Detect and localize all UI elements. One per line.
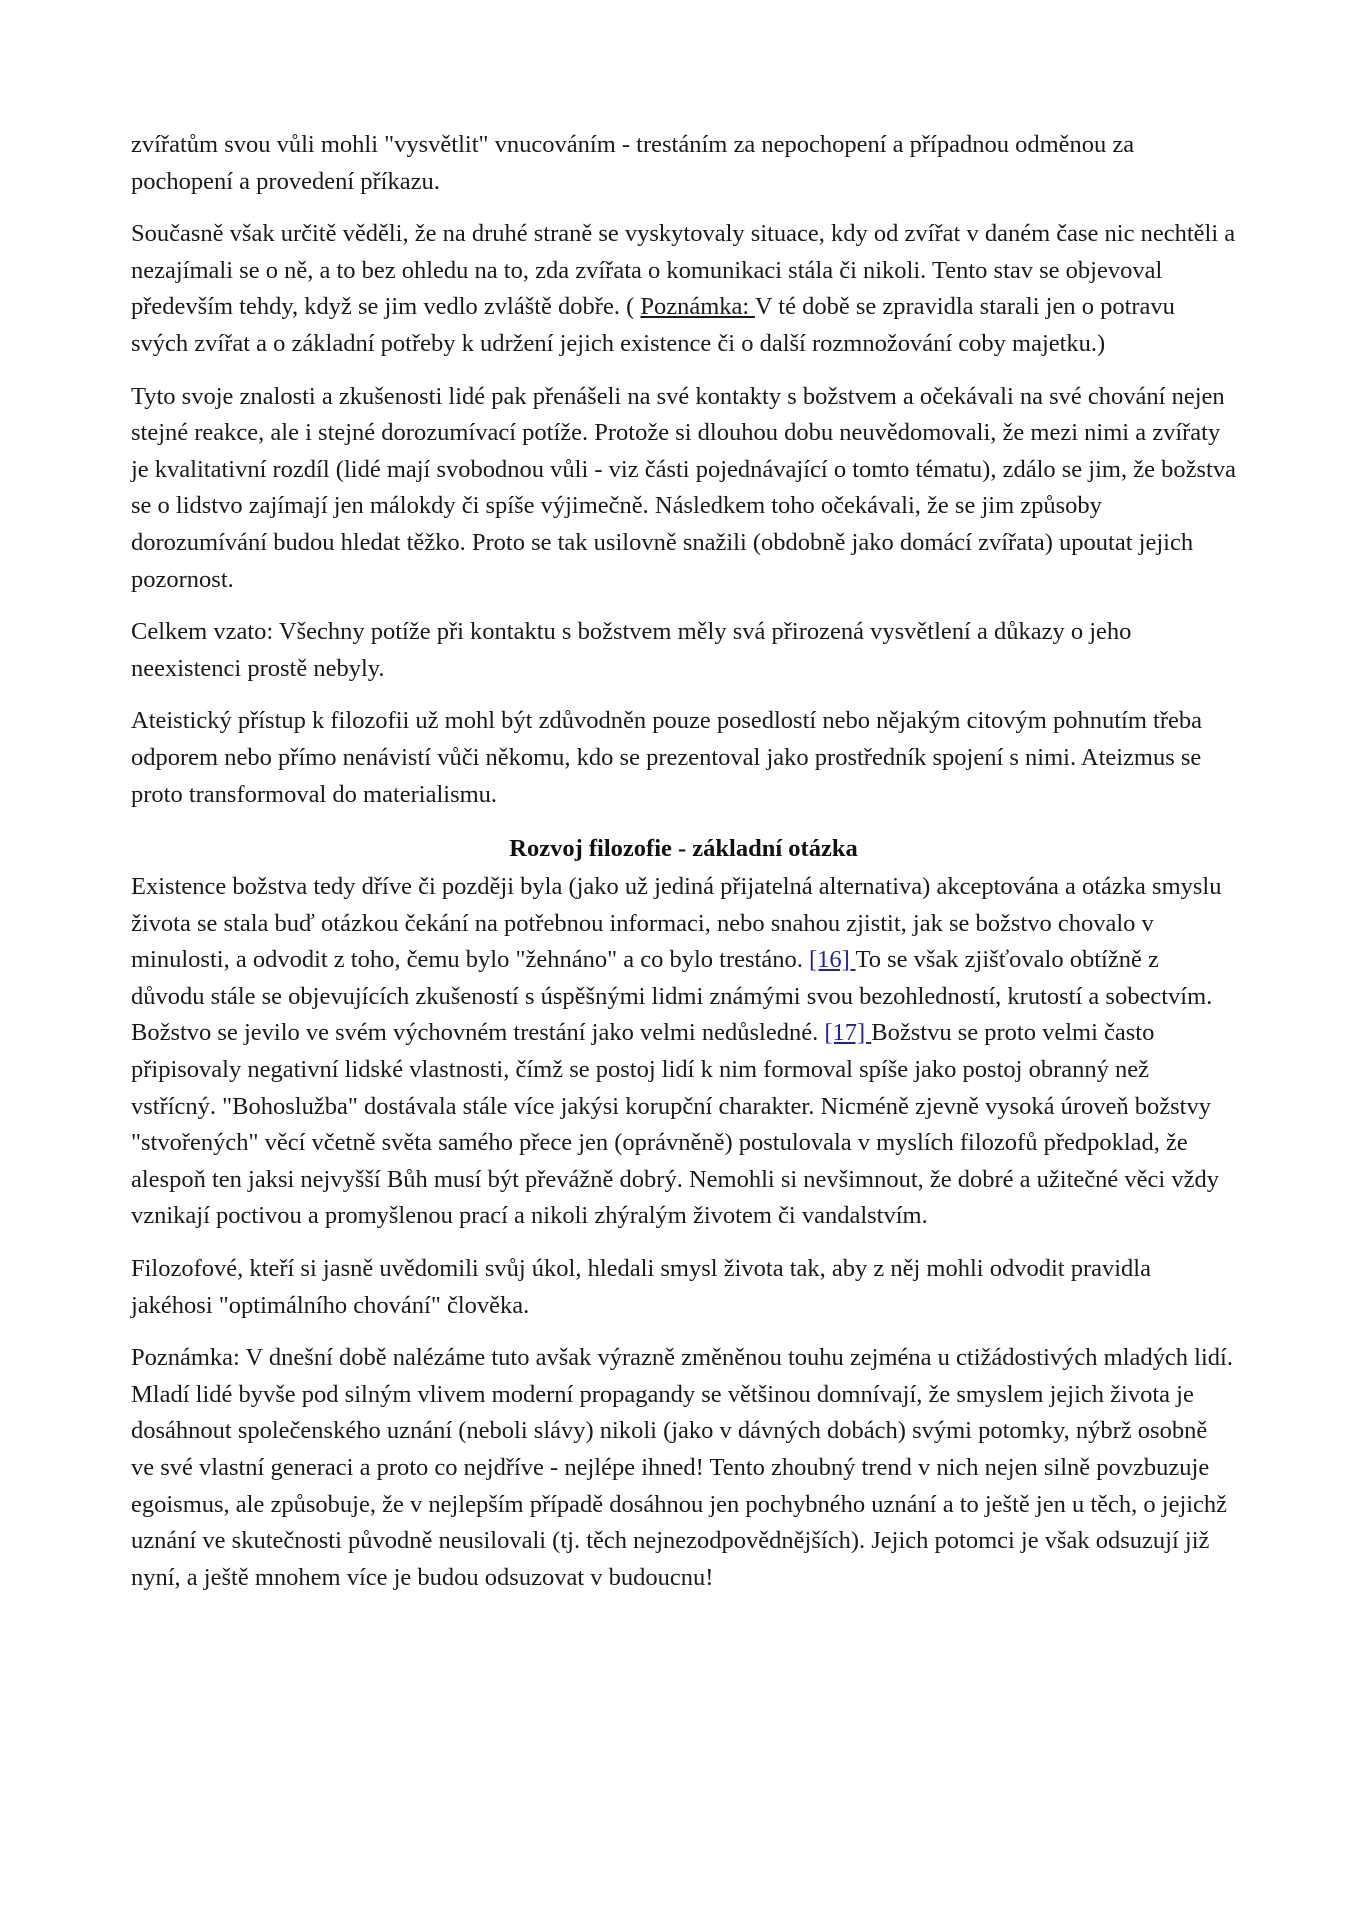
paragraph-text: V té době se zpravidla starali jen o potravu svých zvířat a o základní potřeby k udržení jejich existence či o další rozmnožování coby majetku.) [131,293,1175,357]
paragraph-animal-will: zvířatům svou vůli mohli "vysvětlit" vnucováním - trestáním za nepochopení a případnou odměnou za pochopení a provedení příkazu. [131,131,1135,195]
paragraph-text: Současně však určitě věděli, že na druhé straně se vyskytovaly situace, kdy od zvířat v daném čase nic nechtěli a nezajímali se o ně, a to bez ohledu na to, zda zvířata o komunikaci stála či nikoli. Tento stav se objevoval především tehdy, když se jim vedlo zvláště dobře. ( [131,220,1236,321]
paragraph-philosophers: Filozofové, kteří si jasně uvědomili svůj úkol, hledali smysl života tak, aby z něj mohli odvodit pravidla jakéhosi "optimálního chování" člověka. [131,1255,1151,1319]
paragraph-deity-existence [131,869,1236,1235]
section-heading: Rozvoj filozofie - základní otázka [509,835,858,863]
paragraph-text: Existence božstva tedy dříve či později byla (jako už jediná přijatelná alternativa) akceptována a otázka smyslu života se stala buď otázkou čekání na potřebnou informaci, nebo snahou zjistit, jak se božstvo chovalo v minulosti, a odvodit z toho, čemu bylo "žehnáno" a co bylo trestáno. [131,873,1222,974]
paragraph-animal-indifference [131,216,1236,362]
paragraph-summary: Celkem vzato: Všechny potíže při kontaktu s božstvem měly svá přirozená vysvětlení a důkazy o jeho neexistenci prostě nebyly. [131,618,1132,682]
note-link[interactable]: Poznámka: [640,293,755,321]
paragraph-text: Božstvu se proto velmi často připisovaly negativní lidské vlastnosti, čímž se postoj lidí k nim formoval spíše jako postoj obranný než vstřícný. "Bohoslužba" dostávala stále více jakýsi korupční charakter. Nicméně zjevně vysoká úroveň božstvy "stvořených" věcí včetně světa samého přece jen (oprávněně) postulovala v myslích filozofů předpoklad, že alespoň ten jaksi nejvyšší Bůh musí být převážně dobrý. Nemohli si nevšimnout, že dobré a užitečné věci vždy vznikají poctivou a promyšlenou prací a nikoli zhýralým životem či vandalstvím. [131,1019,1219,1230]
paragraph-text: To se však zjišťovalo obtížně z důvodu stále se objevujících zkušeností s úspěšnými lidmi známými svou bezohledností, krutostí a sobectvím. Božstvo se jevilo ve svém výchovném trestání jako velmi nedůsledné. [131,946,1213,1047]
paragraph-atheism: Ateistický přístup k filozofii už mohl být zdůvodněn pouze posedlostí nebo nějakým citovým pohnutím třeba odporem nebo přímo nenávistí vůči někomu, kdo se prezentoval jako prostředník spojení s nimi. Ateizmus se proto transformoval do materialismu. [131,707,1203,808]
reference-link-16[interactable]: [16] [808,946,856,974]
reference-link-17[interactable]: [17] [824,1019,872,1047]
paragraph-deity-contact: Tyto svoje znalosti a zkušenosti lidé pak přenášeli na své kontakty s božstvem a očekávali na své chování nejen stejné reakce, ale i stejné dorozumívací potíže. Protože si dlouhou dobu neuvědomovali, že mezi nimi a zvířaty je kvalitativní rozdíl (lidé mají svobodnou vůli - viz části pojednávající o tomto tématu), zdálo se jim, že božstva se o lidstvo zajímají jen málokdy či spíše výjimečně. Následkem toho očekávali, že se jim způsoby dorozumívání budou hledat těžko. Proto se tak usilovně snažili (obdobně jako domácí zvířata) upoutat jejich pozornost. [131,382,1236,593]
paragraph-note-modern: Poznámka: V dnešní době nalézáme tuto avšak výrazně změněnou touhu zejména u ctižádostivých mladých lidí. Mladí lidé byvše pod silným vlivem moderní propagandy se většinou domnívají, že smyslem jejich života je dosáhnout společenského uznání (neboli slávy) nikoli (jako v dávných dobách) svými potomky, nýbrž osobně ve své vlastní generaci a proto co nejdříve - nejlépe ihned! Tento zhoubný trend v nich nejen silně povzbuzuje egoismus, ale způsobuje, že v nejlepším případě dosáhnou jen pochybného uznání a to ještě jen u těch, o jejichž uznání ve skutečnosti původně neusilovali (tj. těch nejnezodpovědnějších). Jejich potomci je však odsuzují již nyní, a ještě mnohem více je budou odsuzovat v budoucnu! [131,1344,1233,1591]
document-page [131,127,1236,1612]
